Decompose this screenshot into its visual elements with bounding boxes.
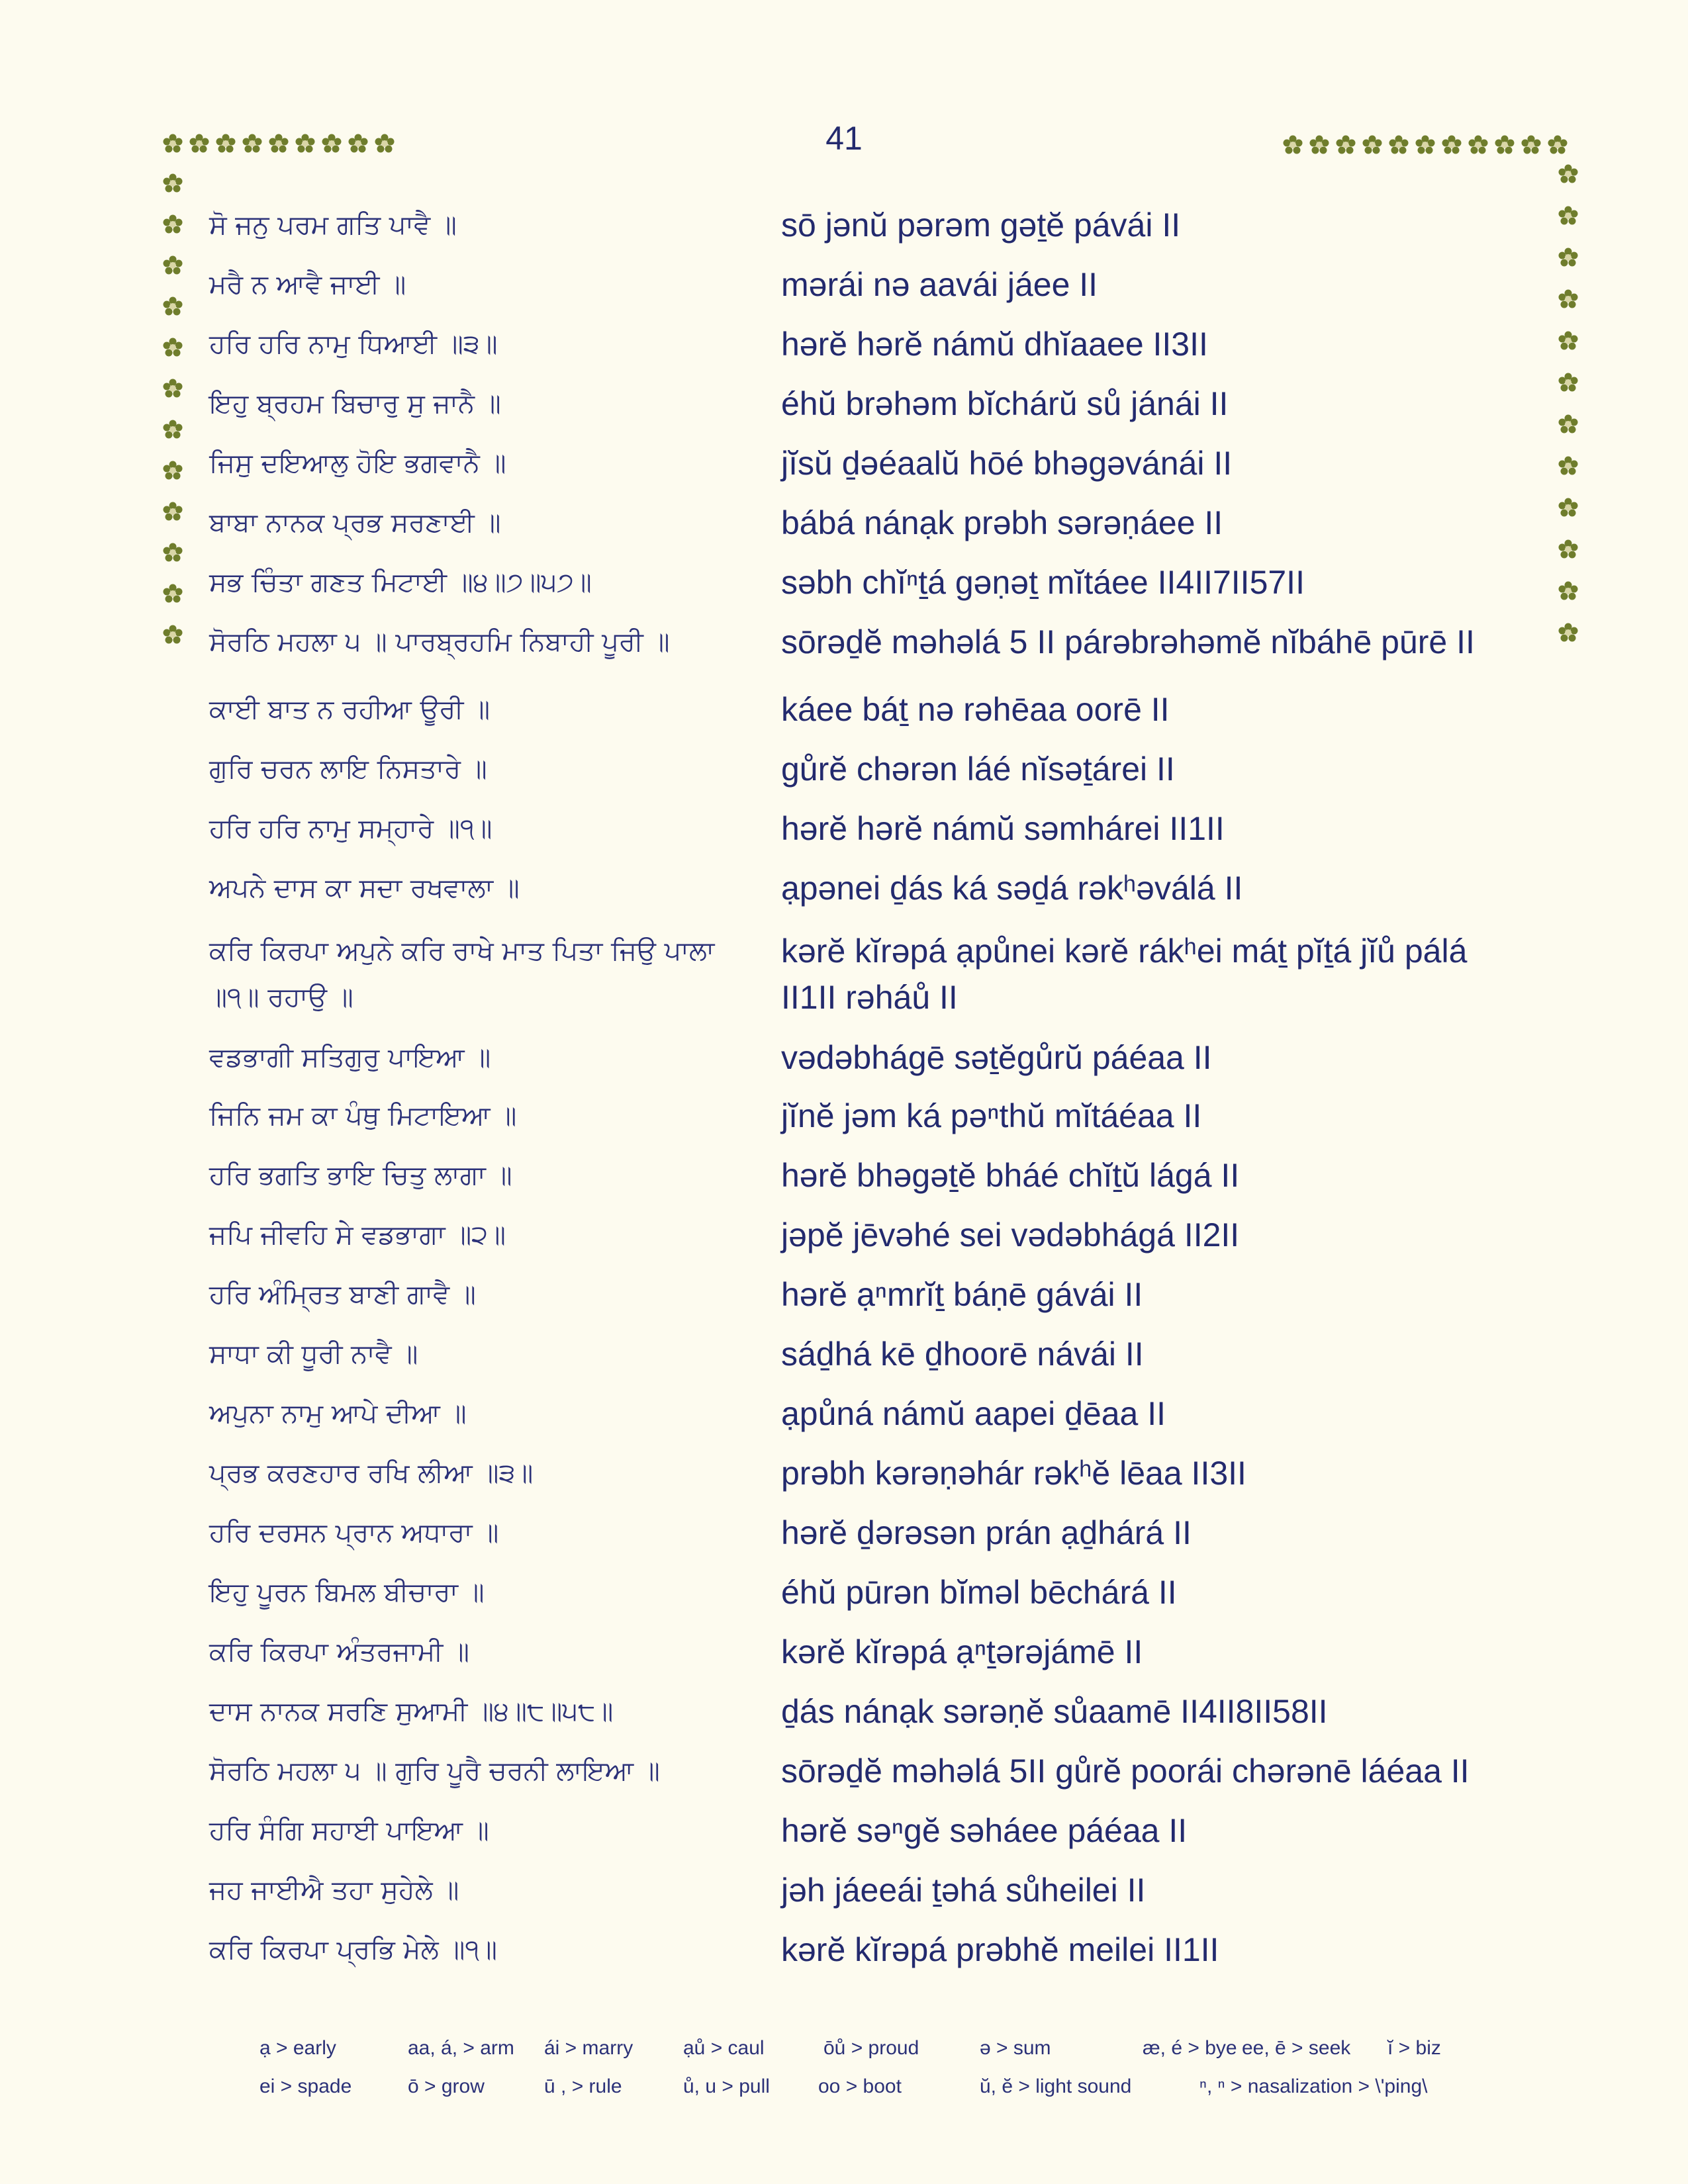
gurmukhi-text: ਦਾਸ ਨਾਨਕ ਸਰਣਿ ਸੁਆਮੀ ॥੪॥੮॥੫੮॥ (209, 1696, 614, 1727)
gurmukhi-text: ਸੋਰਠਿ ਮਹਲਾ ੫ ॥ ਗੁਰਿ ਪੂਰੈ ਚਰਨੀ ਲਾਇਆ ॥ (209, 1756, 660, 1786)
transliteration-text: hərĕ bhəgəṯĕ bháé chĭṯŭ lágá II (781, 1157, 1240, 1194)
legend-entry: ei > spade (259, 2075, 352, 2097)
verse-line (0, 928, 1688, 1027)
transliteration-text: hərĕ hərĕ námŭ dhĭaaee II3II (781, 326, 1208, 363)
transliteration-text: sōrəḏĕ məhəlá 5II gůrĕ poorái chərənē láéaa II (781, 1752, 1470, 1790)
verse-line (0, 1272, 1688, 1332)
verse-line (0, 1212, 1688, 1272)
gurmukhi-text: ਹਰਿ ਭਗਤਿ ਭਾਇ ਚਿਤੁ ਲਾਗਾ ॥ (209, 1160, 512, 1191)
legend-entry: ái > marry (544, 2037, 633, 2059)
gurmukhi-text: ਬਾਬਾ ਨਾਨਕ ਪ੍ਰਭ ਸਰਣਾਈ ॥ (209, 508, 501, 538)
verse-line (0, 1570, 1688, 1629)
flower-ornament-icon (163, 173, 183, 193)
gurmukhi-text: ਜਿਨਿ ਜਮ ਕਾ ਪੰਥੁ ਮਿਟਾਇਆ ॥ (209, 1101, 517, 1131)
gurmukhi-text: ਮਰੈ ਨ ਆਵੈ ਜਾਈ ॥ (209, 269, 406, 300)
verse-line (0, 687, 1688, 747)
gurmukhi-text: ਜਹ ਜਾਈਐ ਤਹਾ ਸੁਹੇਲੇ ॥ (209, 1875, 459, 1905)
verse-line (0, 1868, 1688, 1927)
gurmukhi-text: ਪ੍ਰਭ ਕਰਣਹਾਰ ਰਖਿ ਲੀਆ ॥੩॥ (209, 1458, 534, 1488)
transliteration-text: hərĕ ạⁿmrĭṯ báṇē gávái II (781, 1276, 1143, 1313)
transliteration-text: éhŭ pūrən bĭməl bēchárá II (781, 1574, 1177, 1611)
transliteration-text: jəpĕ jēvəhé sei vədəbhágá II2II (781, 1216, 1240, 1253)
verse-line (0, 747, 1688, 806)
transliteration-text: səbh chĭⁿṯá gəṇəṯ mĭtáee II4II7II57II (781, 564, 1305, 601)
transliteration-text: sō jənŭ pərəm gəṯĕ pávái II (781, 206, 1181, 244)
gurmukhi-text: ਕਰਿ ਕਿਰਪਾ ਅੰਤਰਜਾਮੀ ॥ (209, 1637, 469, 1667)
transliteration-text: sōrəḏĕ məhəlá 5 II párəbrəhəmĕ nĭbáhē pūrē II (781, 623, 1475, 660)
verse-line (0, 1391, 1688, 1451)
verse-line (0, 1510, 1688, 1570)
transliteration-text: kərĕ kĭrəpá ạpůnei kərĕ rákʰei máṯ pĭṯá jĭů pálá II1II rəháů II (781, 933, 1468, 1016)
transliteration-text: hərĕ hərĕ námŭ səmhárei II1II (781, 810, 1225, 847)
verse-line (0, 203, 1688, 262)
transliteration-text: ḏás nánạk sərəṇĕ sůaamē II4II8II58II (781, 1693, 1328, 1730)
transliteration-text: jĭnĕ jəm ká pəⁿthŭ mĭtáéaa II (781, 1097, 1202, 1134)
flower-ornament-icon (1558, 164, 1578, 184)
gurmukhi-text: ਇਹੁ ਬ੍ਰਹਮ ਬਿਚਾਰੁ ਸੁ ਜਾਨੈ ॥ (209, 388, 501, 419)
gurmukhi-text: ਇਹੁ ਪੂਰਨ ਬਿਮਲ ਬੀਚਾਰਾ ॥ (209, 1577, 485, 1608)
gurmukhi-text: ਕਰਿ ਕਿਰਪਾ ਅਪੁਨੇ ਕਰਿ ਰਾਖੇ ਮਾਤ ਪਿਤਾ ਜਿਉ ਪਾਲਾ ॥੧॥ ਰਹਾਉ ॥ (209, 936, 715, 1013)
transliteration-text: jĭsŭ ḏəéaalŭ hōé bhəgəvánái II (781, 445, 1233, 482)
transliteration-text: vədəbhágē səṯĕgůrŭ páéaa II (781, 1039, 1212, 1076)
legend-entry: ạ > early (259, 2037, 336, 2059)
gurmukhi-text: ਕਾਈ ਬਾਤ ਨ ਰਹੀਆ ਊਰੀ ॥ (209, 694, 491, 725)
verse-line (0, 322, 1688, 381)
transliteration-text: ạpənei ḏás ká səḏá rəkʰəválá II (781, 870, 1243, 907)
gurmukhi-text: ਸਾਧਾ ਕੀ ਧੂਰੀ ਨਾਵੈ ॥ (209, 1339, 418, 1369)
verse-line (0, 806, 1688, 866)
gurmukhi-text: ਜਪਿ ਜੀਵਹਿ ਸੇ ਵਡਭਾਗਾ ॥੨॥ (209, 1220, 506, 1250)
verse-line (0, 1808, 1688, 1868)
transliteration-text: hərĕ ḏərəsən prán ạḏhárá II (781, 1514, 1192, 1551)
legend-entry: ĭ > biz (1387, 2037, 1441, 2059)
gurmukhi-text: ਅਪੁਨਾ ਨਾਮੁ ਆਪੇ ਦੀਆ ॥ (209, 1398, 467, 1429)
gurmukhi-text: ਹਰਿ ਸੰਗਿ ਸਹਾਈ ਪਾਇਆ ॥ (209, 1815, 489, 1846)
verse-line (0, 1035, 1688, 1095)
gurmukhi-text: ਹਰਿ ਹਰਿ ਨਾਮੁ ਧਿਆਈ ॥੩॥ (209, 329, 498, 359)
verse-line (0, 441, 1688, 500)
verse-line (0, 1689, 1688, 1749)
legend-entry: ō > grow (408, 2075, 485, 2097)
transliteration-text: kərĕ kĭrəpá ạⁿṯərəjámē II (781, 1633, 1143, 1670)
transliteration-text: kərĕ kĭrəpá prəbhĕ meilei II1II (781, 1931, 1219, 1968)
gurmukhi-text: ਗੁਰਿ ਚਰਨ ਲਾਇ ਨਿਸਤਾਰੇ ॥ (209, 754, 487, 784)
legend-entry: ⁿ, ⁿ > nasalization > \'ping\ (1199, 2075, 1428, 2097)
verse-line (0, 381, 1688, 441)
legend-entry: aa, á, > arm (408, 2037, 514, 2059)
transliteration-text: éhŭ brəhəm bĭchárŭ sů jánái II (781, 385, 1229, 422)
gurmukhi-text: ਕਰਿ ਕਿਰਪਾ ਪ੍ਰਭਿ ਮੇਲੇ ॥੧॥ (209, 1934, 498, 1965)
legend-entry: ōů > proud (823, 2037, 919, 2059)
transliteration-text: sáḏhá kē ḏhoorē návái II (781, 1336, 1144, 1373)
legend-entry: æ, é > bye (1143, 2037, 1237, 2059)
gurmukhi-text: ਸੋਰਠਿ ਮਹਲਾ ੫ ॥ ਪਾਰਬ੍ਰਹਮਿ ਨਿਬਾਹੀ ਪੂਰੀ ॥ (209, 627, 670, 657)
verse-line (0, 500, 1688, 560)
gurmukhi-text: ਸੋ ਜਨੁ ਪਰਮ ਗਤਿ ਪਾਵੈ ॥ (209, 210, 457, 240)
gurmukhi-text: ਹਰਿ ਅੰਮ੍ਰਿਤ ਬਾਣੀ ਗਾਵੈ ॥ (209, 1279, 476, 1310)
gurmukhi-text: ਜਿਸੁ ਦਇਆਲੁ ਹੋਇ ਭਗਵਾਨੈ ॥ (209, 448, 506, 478)
transliteration-text: ạpůná námŭ aapei ḏēaa II (781, 1395, 1166, 1432)
verse-line (0, 1093, 1688, 1153)
verse-line (0, 1749, 1688, 1808)
verse-line (0, 1332, 1688, 1391)
legend-entry: ee, ē > seek (1242, 2037, 1351, 2059)
transliteration-text: káee báṯ nə rəhēaa oorē II (781, 691, 1170, 728)
verse-line (0, 1451, 1688, 1510)
verse-line (0, 1927, 1688, 1987)
gurmukhi-text: ਹਰਿ ਹਰਿ ਨਾਮੁ ਸਮ੍ਹਾਰੇ ॥੧॥ (209, 813, 492, 844)
transliteration-text: prəbh kərəṇəhár rəkʰĕ lēaa II3II (781, 1455, 1246, 1492)
verse-line (0, 262, 1688, 322)
legend-entry: ə > sum (980, 2037, 1051, 2059)
pronunciation-legend-row-2 (0, 2075, 1688, 2102)
page-number: 41 (825, 120, 863, 157)
gurmukhi-text: ਸਭ ਚਿੰਤਾ ਗਣਤ ਮਿਟਾਈ ॥੪॥੭॥੫੭॥ (209, 567, 592, 598)
pronunciation-legend-row-1 (0, 2037, 1688, 2064)
verse-line (0, 866, 1688, 925)
transliteration-text: bábá nánạk prəbh sərəṇáee II (781, 504, 1223, 541)
gurmukhi-text: ਹਰਿ ਦਰਸਨ ਪ੍ਰਾਨ ਅਧਾਰਾ ॥ (209, 1518, 499, 1548)
legend-entry: oo > boot (818, 2075, 902, 2097)
legend-entry: ů, u > pull (683, 2075, 770, 2097)
verse-line (0, 560, 1688, 619)
verse-line (0, 1629, 1688, 1689)
legend-entry: ū , > rule (544, 2075, 622, 2097)
legend-entry: ŭ, ĕ > light sound (980, 2075, 1132, 2097)
transliteration-text: mərái nə aavái jáee II (781, 266, 1098, 303)
transliteration-text: hərĕ səⁿgĕ səháee páéaa II (781, 1812, 1188, 1849)
transliteration-text: gůrĕ chərən láé nĭsəṯárei II (781, 751, 1175, 788)
verse-line (0, 619, 1688, 679)
transliteration-text: jəh jáeeái ṯəhá sůheilei II (781, 1872, 1146, 1909)
gurmukhi-text: ਵਡਭਾਗੀ ਸਤਿਗੁਰੁ ਪਾਇਆ ॥ (209, 1042, 491, 1073)
gurmukhi-text: ਅਪਨੇ ਦਾਸ ਕਾ ਸਦਾ ਰਖਵਾਲਾ ॥ (209, 873, 520, 903)
verse-line (0, 1153, 1688, 1212)
legend-entry: ạů > caul (683, 2037, 765, 2059)
